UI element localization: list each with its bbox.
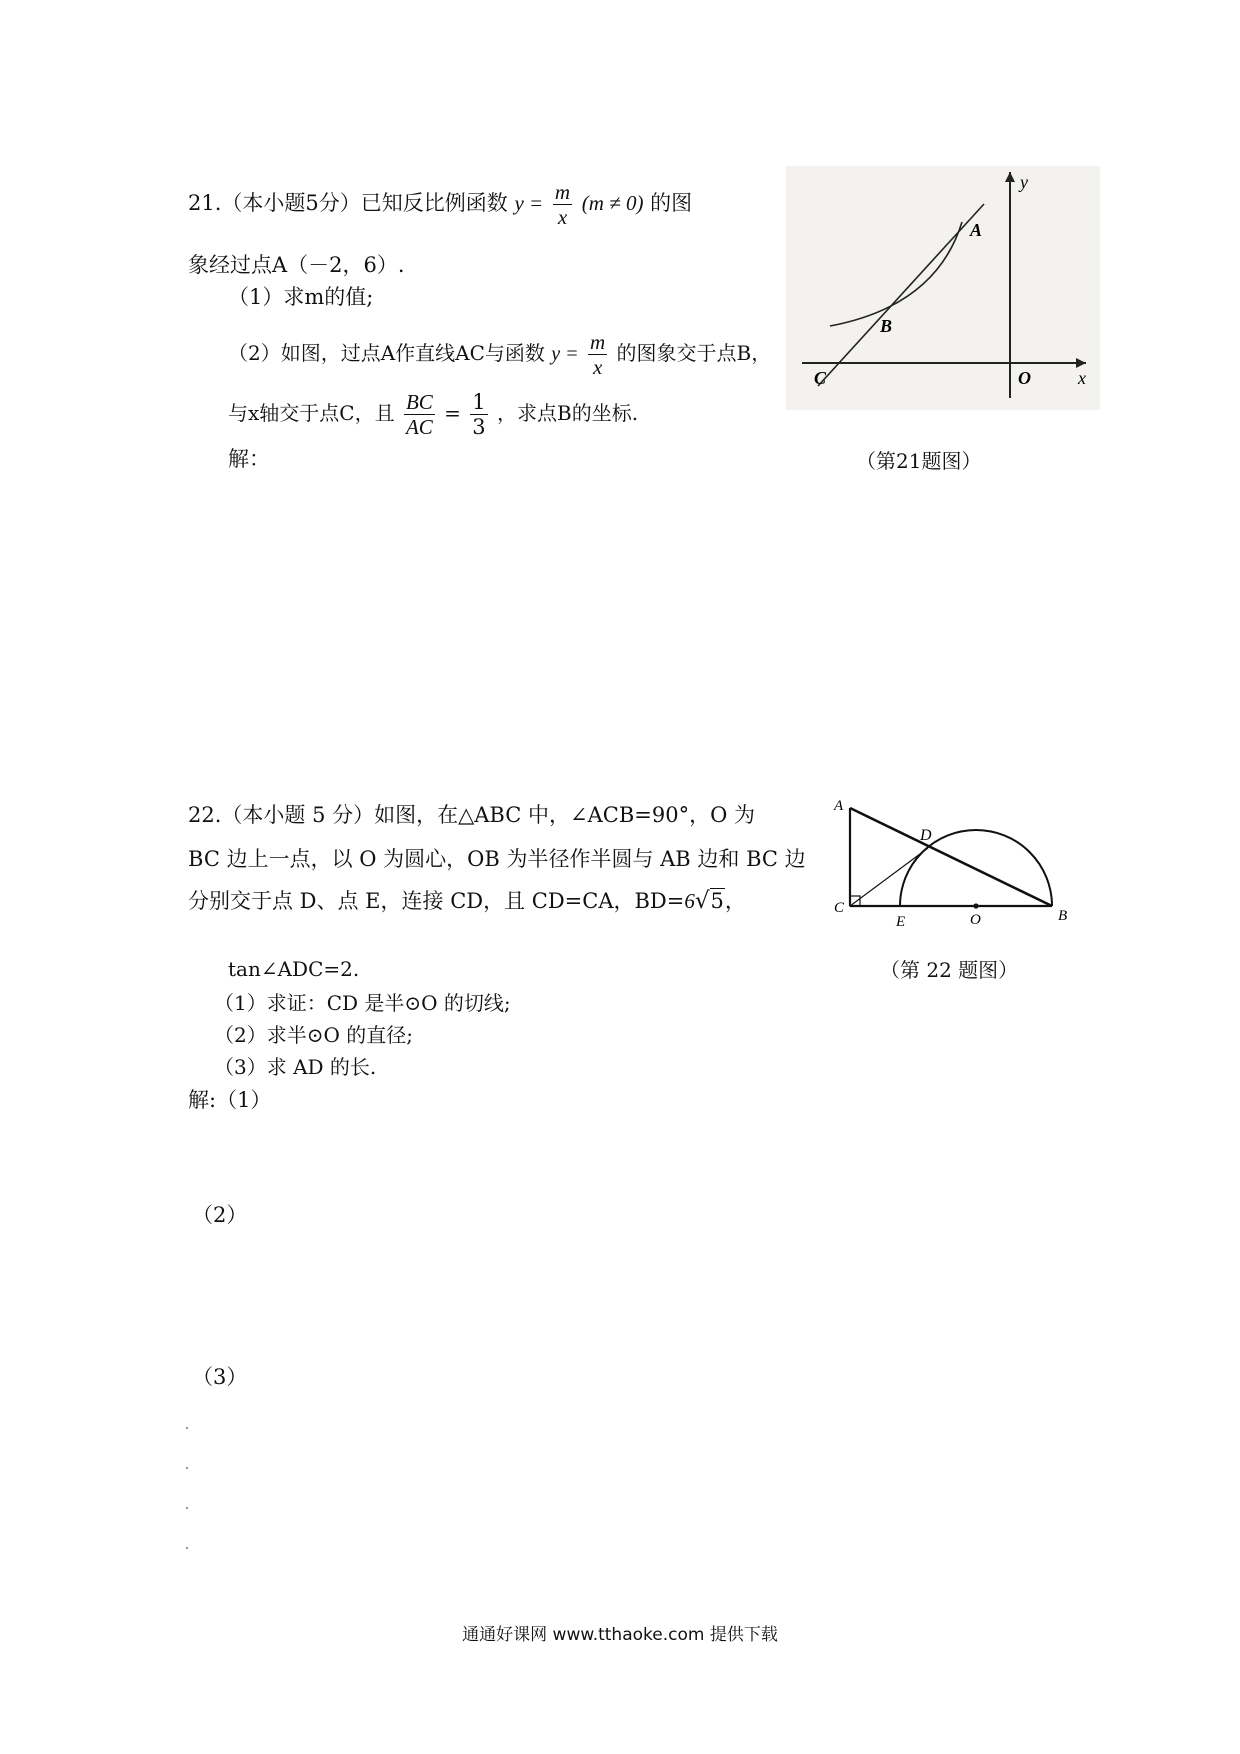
q21-part2-c: 与x轴交于点C，且 [228, 401, 395, 425]
q21-part2-b: 的图象交于点B， [616, 341, 772, 365]
q21-fn-num: m [554, 180, 571, 204]
margin-dot [186, 1507, 188, 1509]
q21-part2-line2 [228, 390, 638, 439]
q22-label-e: E [896, 914, 906, 930]
q22-line3-a: 分别交于点 D、点 E，连接 CD，且 CD=CA，BD= [188, 889, 685, 913]
q21-label-c: C [814, 368, 827, 388]
q21-number: 21. [188, 191, 222, 215]
q21-figure [786, 166, 1100, 410]
q22-ans1: 解:（1） [188, 1088, 272, 1112]
q21-one-num: 1 [472, 390, 486, 414]
q21-part2-d: ，求点B的坐标. [497, 401, 639, 425]
q22-ans2: （2） [192, 1203, 248, 1227]
q22-part3: （3）求 AD 的长. [214, 1055, 377, 1079]
q21-one-den: 3 [472, 415, 486, 439]
q22-line1 [188, 800, 755, 830]
q22-line3-b: ， [724, 889, 746, 913]
q22-figure [820, 798, 1080, 930]
q22-bd-radicand: 5 [710, 889, 724, 913]
q21-fn-fraction [553, 180, 572, 229]
q21-line1 [188, 180, 692, 229]
q21-label-y: y [1020, 172, 1028, 192]
q22-label-c: C [834, 900, 845, 916]
q22-side-ab [850, 808, 1052, 906]
q21-ratio-den: AC [405, 415, 433, 439]
q22-line3: 分别交于点 D、点 E，连接 CD，且 CD=CA，BD=6√5， [188, 888, 746, 914]
q21-part2-fn-num: m [590, 330, 606, 354]
q21-figure-bg [786, 166, 1100, 410]
q22-bd-coef: 6 [684, 889, 695, 913]
q21-label-x: x [1078, 368, 1086, 388]
q21-part1: （1）求m的值; [228, 285, 374, 309]
q22-label-b: B [1058, 908, 1068, 924]
q22-line2: BC 边上一点，以 O 为圆心，OB 为半径作半圆与 AB 边和 BC 边 [188, 847, 806, 871]
q22-label-a: A [834, 798, 844, 814]
q22-label-d: D [920, 827, 932, 844]
q21-part2-a: （2）如图，过点A作直线AC与函数 [228, 341, 545, 365]
q22-part2: （2）求半⊙O 的直径; [214, 1023, 413, 1047]
q22-line4: tan∠ADC=2. [228, 957, 360, 981]
page-footer: 通通好课网 www.tthaoke.com 提供下载 [462, 1625, 778, 1645]
q21-part2-line1 [228, 330, 771, 379]
margin-dot [186, 1547, 188, 1549]
q21-ratio-num: BC [405, 390, 433, 414]
q21-part2-fn-lhs: y = [551, 343, 579, 365]
q21-part2-fraction [588, 330, 607, 379]
q21-label-a: A [970, 220, 983, 240]
q22-ans3: （3） [192, 1365, 248, 1389]
q21-fn-cond: (m ≠ 0) [581, 191, 644, 215]
q21-fn-lhs: y = [514, 191, 544, 215]
q21-fn-den: x [557, 205, 568, 229]
q21-part2-fn-den: x [592, 355, 603, 379]
q21-prefix: （本小题5分）已知反比例函数 [221, 191, 508, 215]
q21-label-o: O [1018, 368, 1031, 388]
margin-dot [186, 1427, 188, 1429]
q21-caption: （第21题图） [856, 449, 982, 473]
margin-dot [186, 1467, 188, 1469]
q21-ratio [404, 390, 435, 439]
q21-suffix: 的图 [650, 191, 693, 215]
q22-center-dot [973, 903, 978, 908]
q22-number: 22. [188, 803, 222, 827]
q21-one-third [470, 390, 487, 439]
q21-label-b: B [880, 316, 893, 336]
q22-segment-cd [850, 848, 928, 906]
q22-line1-text: （本小题 5 分）如图，在△ABC 中，∠ACB=90°，O 为 [221, 803, 755, 827]
q22-part1: （1）求证：CD 是半⊙O 的切线; [214, 991, 511, 1015]
q22-caption: （第 22 题图） [880, 958, 1019, 982]
q21-answer-label: 解： [228, 447, 270, 471]
q21-line2: 象经过点A（－2，6）. [188, 253, 405, 277]
q21-eq: = [444, 401, 461, 425]
q22-label-o: O [970, 912, 981, 928]
